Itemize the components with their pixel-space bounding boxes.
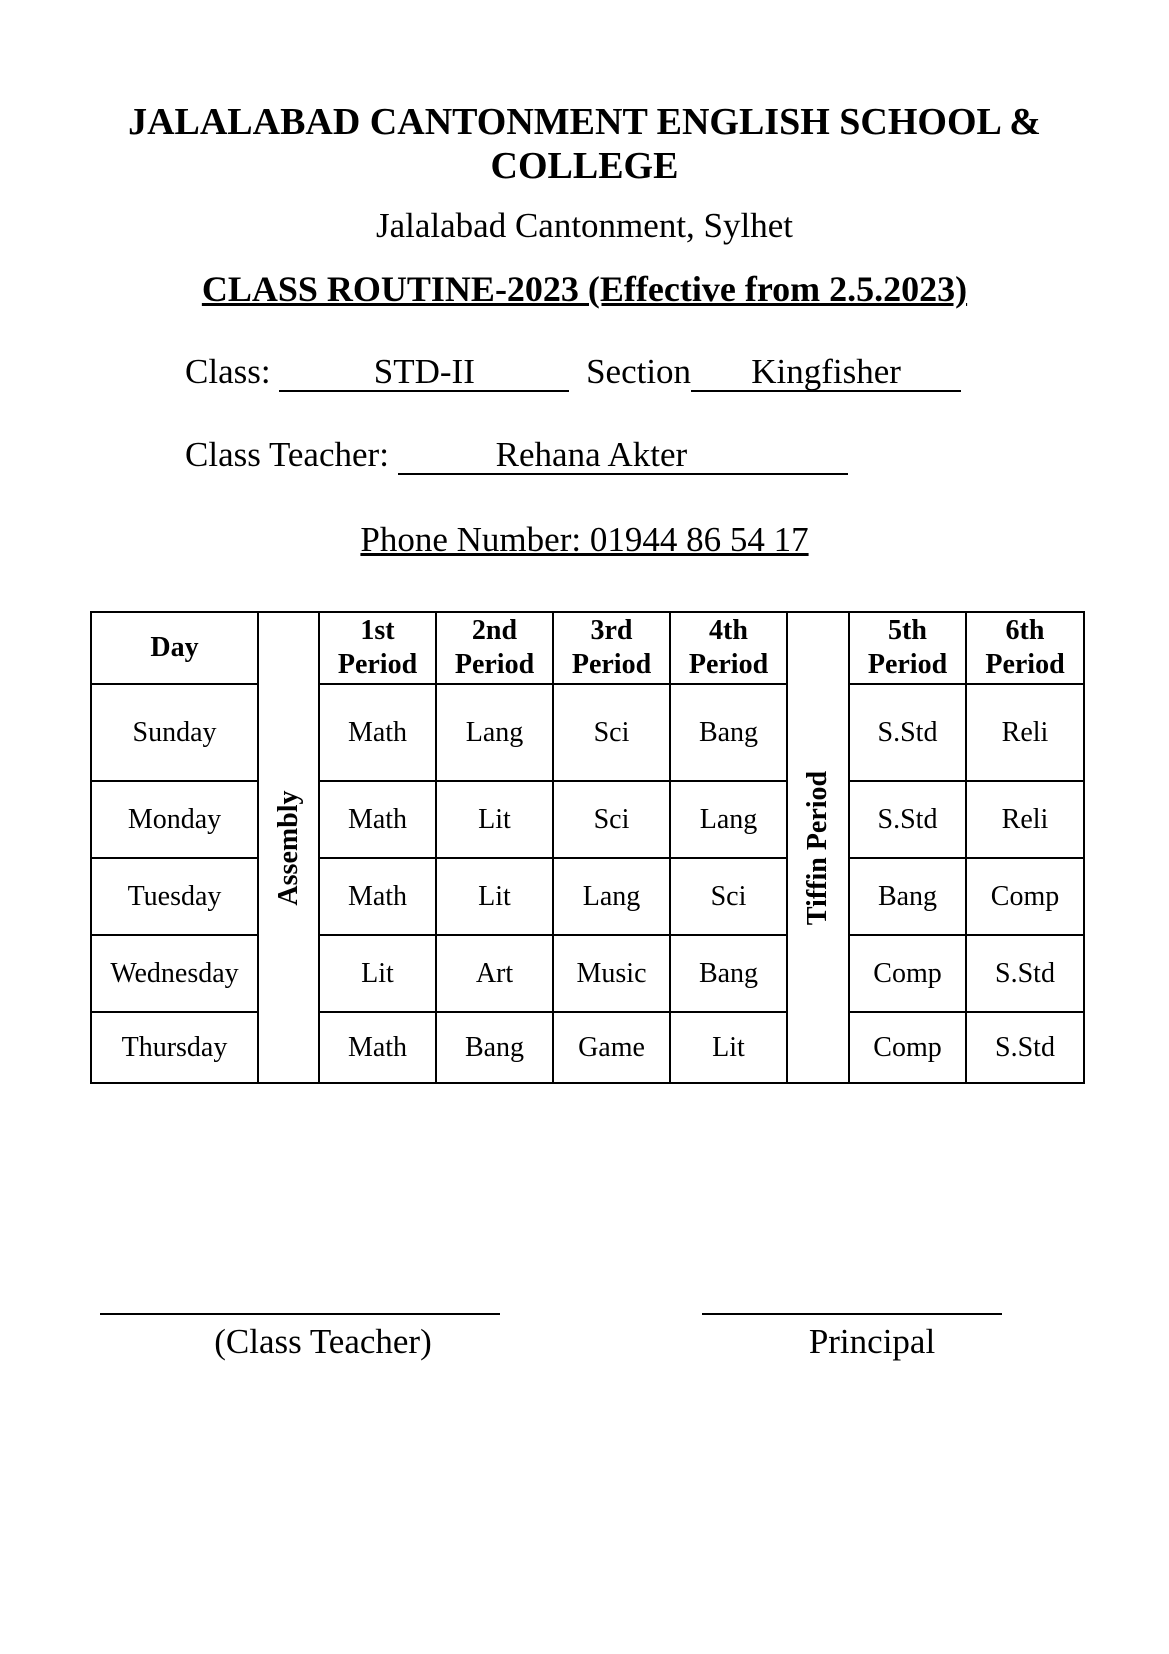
subject-cell: Reli xyxy=(966,684,1084,781)
section-value: Kingfisher xyxy=(691,354,961,392)
day-header: Day xyxy=(91,612,258,684)
period-header-5-ordinal: 5th xyxy=(888,615,927,646)
period-header-1 xyxy=(319,612,436,684)
subject-cell: Sci xyxy=(670,858,787,935)
subject-cell: Comp xyxy=(849,1012,966,1083)
class-section-line xyxy=(185,352,961,392)
class-label: Class: xyxy=(185,352,271,391)
subject-cell: Comp xyxy=(849,935,966,1012)
period-header-4 xyxy=(670,612,787,684)
teacher-value: Rehana Akter xyxy=(495,435,688,474)
subject-cell: S.Std xyxy=(966,1012,1084,1083)
table-row xyxy=(91,1012,1084,1083)
subject-cell: Lit xyxy=(319,935,436,1012)
subject-cell: Lit xyxy=(436,858,553,935)
assembly-cell xyxy=(258,612,319,1083)
day-cell: Tuesday xyxy=(91,858,258,935)
class-teacher-signature-label: (Class Teacher) xyxy=(214,1322,432,1361)
table-row xyxy=(91,781,1084,858)
period-header-1-ordinal: 1st xyxy=(360,615,395,646)
period-header-3-word: Period xyxy=(571,649,652,680)
period-header-6 xyxy=(966,612,1084,684)
day-cell: Monday xyxy=(91,781,258,858)
subject-cell: Lang xyxy=(670,781,787,858)
subject-cell: Lang xyxy=(436,684,553,781)
teacher-label: Class Teacher: xyxy=(185,435,389,474)
subject-cell: Bang xyxy=(436,1012,553,1083)
table-row xyxy=(91,935,1084,1012)
period-header-3-ordinal: 3rd xyxy=(590,615,633,646)
phone-number: Phone Number: 01944 86 54 17 xyxy=(360,520,809,559)
school-name: JALALABAD CANTONMENT ENGLISH SCHOOL & COLLEGE xyxy=(128,101,1041,187)
subject-cell: Lang xyxy=(553,858,670,935)
period-header-5 xyxy=(849,612,966,684)
day-cell: Thursday xyxy=(91,1012,258,1083)
subject-cell: Bang xyxy=(849,858,966,935)
subject-cell: S.Std xyxy=(849,781,966,858)
subject-cell: Game xyxy=(553,1012,670,1083)
subject-cell: Comp xyxy=(966,858,1084,935)
subject-cell: Lit xyxy=(436,781,553,858)
teacher-value-wrap xyxy=(398,437,848,475)
tiffin-cell xyxy=(787,612,849,1083)
period-header-2-ordinal: 2nd xyxy=(471,615,518,646)
period-header-1-word: Period xyxy=(337,649,418,680)
subject-cell: Music xyxy=(553,935,670,1012)
teacher-line xyxy=(185,435,848,475)
routine-table xyxy=(90,611,1085,1084)
principal-signature-label: Principal xyxy=(808,1322,936,1361)
section-label: Section xyxy=(586,352,692,391)
subject-cell: Lit xyxy=(670,1012,787,1083)
subject-cell: S.Std xyxy=(849,684,966,781)
table-row xyxy=(91,684,1084,781)
table-row xyxy=(91,858,1084,935)
subject-cell: S.Std xyxy=(966,935,1084,1012)
subject-cell: Sci xyxy=(553,684,670,781)
subject-cell: Bang xyxy=(670,935,787,1012)
period-header-4-ordinal: 4th xyxy=(709,615,748,646)
period-header-6-ordinal: 6th xyxy=(1005,615,1045,646)
period-header-2 xyxy=(436,612,553,684)
subject-cell: Sci xyxy=(553,781,670,858)
assembly-label: Assembly xyxy=(272,789,304,906)
table-header-row xyxy=(91,612,1084,684)
period-header-5-word: Period xyxy=(867,649,948,680)
tiffin-label: Tiffin Period xyxy=(802,770,833,925)
day-cell: Sunday xyxy=(91,684,258,781)
subject-cell: Bang xyxy=(670,684,787,781)
subject-cell: Math xyxy=(319,781,436,858)
period-header-6-word: Period xyxy=(985,649,1065,680)
subject-cell: Math xyxy=(319,684,436,781)
school-address: Jalalabad Cantonment, Sylhet xyxy=(376,206,793,245)
day-cell: Wednesday xyxy=(91,935,258,1012)
class-value: STD-II xyxy=(279,354,569,392)
principal-signature-line xyxy=(702,1313,1002,1315)
subject-cell: Math xyxy=(319,1012,436,1083)
subject-cell: Math xyxy=(319,858,436,935)
class-teacher-signature-line xyxy=(100,1313,500,1315)
subject-cell: Reli xyxy=(966,781,1084,858)
subject-cell: Art xyxy=(436,935,553,1012)
period-header-3 xyxy=(553,612,670,684)
routine-title: CLASS ROUTINE-2023 (Effective from 2.5.2023) xyxy=(201,269,968,309)
period-header-2-word: Period xyxy=(454,649,535,680)
period-header-4-word: Period xyxy=(688,649,769,680)
